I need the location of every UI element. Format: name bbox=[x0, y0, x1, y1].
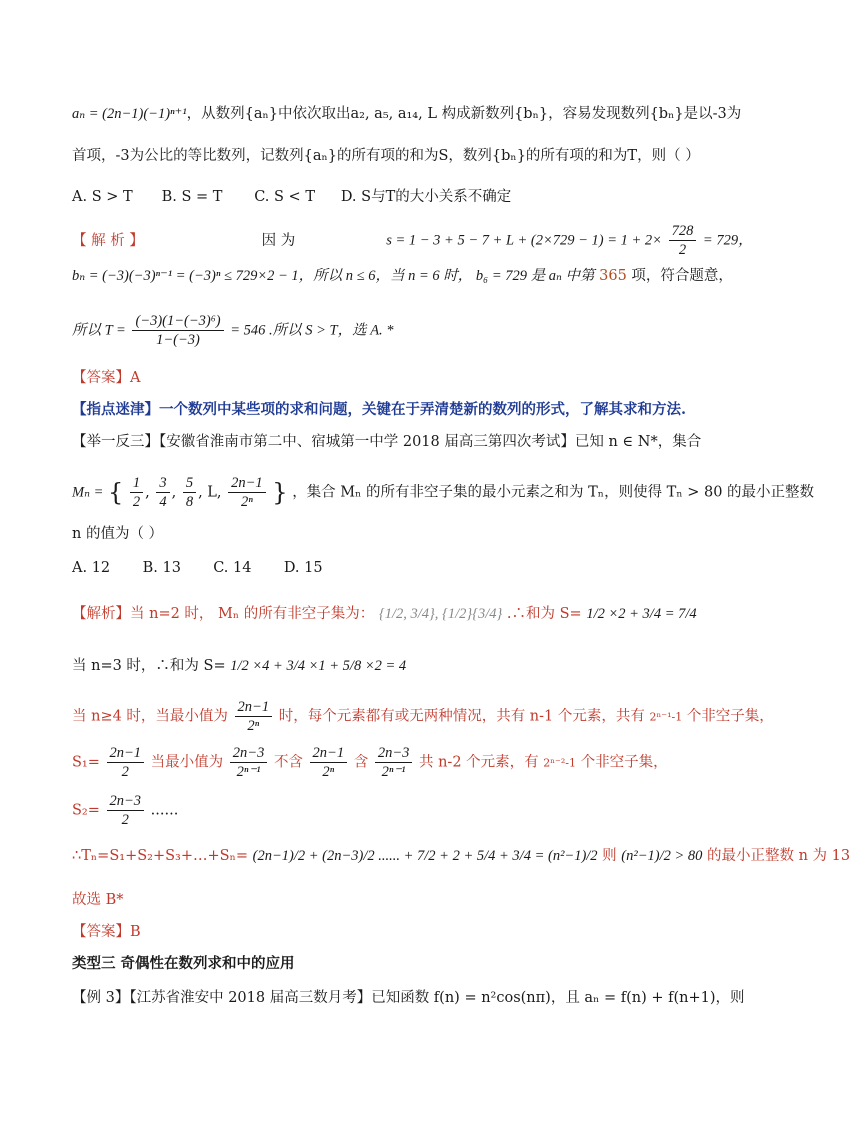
solution1-line-1 bbox=[72, 222, 753, 259]
example3: 【例 3】【江苏省淮安中 2018 届高三数月考】已知函数 f(n) = n²cos(nπ)，且 aₙ = f(n) + f(n+1)，则 bbox=[72, 990, 745, 1006]
s-fraction bbox=[669, 222, 697, 259]
sol2-l3b: 时，每个元素都有或无两种情况，共有 n-1 个元素，共有 bbox=[278, 708, 645, 725]
solution2-line-1 bbox=[72, 604, 742, 624]
sol2-l4frac3-den: 2ⁿ bbox=[322, 764, 335, 780]
sol2-l4frac-num: 2n−1 bbox=[107, 744, 145, 763]
t-frac-num: (−3)(1−(−3)⁶) bbox=[132, 312, 223, 331]
sol2-l1d: 1/2 ×2 + 3/4 = 7/4 bbox=[586, 606, 697, 622]
tip: 【指点迷津】一个数列中某些项的求和问题，关键在于弄清楚新的数列的形式，了解其求和方法. bbox=[72, 401, 687, 418]
sol2-l2a: 当 n=3 时，∴和为 S= bbox=[72, 658, 226, 674]
s-formula: s = 1 − 3 + 5 − 7 + L + (2×729 − 1) = 1 + 2× bbox=[386, 232, 662, 249]
sol2-l4f: 2ⁿ⁻²-1 bbox=[543, 756, 576, 770]
option-c: C. S < T bbox=[254, 189, 315, 205]
answer-1: 【答案】A bbox=[72, 370, 141, 386]
sol2-l6b: (2n−1)/2 + (2n−3)/2 ...... + 7/2 + 2 + 5/4 + 3/4 = (n²−1)/2 bbox=[252, 848, 598, 864]
solution1-line-3 bbox=[72, 312, 742, 349]
solution2-line-3 bbox=[72, 698, 774, 735]
sol2-l5a: S₂= bbox=[72, 802, 100, 819]
sol2-l5frac bbox=[107, 792, 145, 829]
sol2-l1c: .∴和为 S= bbox=[506, 606, 582, 622]
sol2-l4d: 含 bbox=[353, 754, 369, 771]
sol2-l6c: 则 bbox=[602, 848, 617, 864]
section-heading: 类型三 奇偶性在数列求和中的应用 bbox=[72, 955, 295, 972]
problem-line-2 bbox=[72, 146, 742, 166]
s-frac-den: 2 bbox=[678, 242, 687, 258]
example-options bbox=[72, 558, 742, 578]
set-prefix: Mₙ = bbox=[72, 484, 104, 501]
sol2-l1b: Mₙ 的所有非空子集为： bbox=[218, 606, 375, 622]
problem-text-2: 首项，-3为公比的等比数列，记数列{aₙ}的所有项的和为S，数列{bₙ}的所有项的和为T，则（ ） bbox=[72, 148, 700, 164]
ex-option-b: B. 13 bbox=[142, 560, 181, 576]
sol2-l1sets: {1/2, 3/4}, {1/2}{3/4} bbox=[378, 606, 503, 622]
t-frac-den: 1−(−3) bbox=[156, 332, 200, 348]
sol2-l3frac-num: 2n−1 bbox=[235, 698, 273, 717]
sol2-l6a: ∴Tₙ=S₁+S₂+S₃+…+Sₙ= bbox=[72, 848, 249, 864]
sol2-l4frac3-num: 2n−1 bbox=[310, 744, 348, 763]
sol2-l5frac-den: 2 bbox=[121, 812, 129, 828]
sol2-l6d: (n²−1)/2 > 80 bbox=[621, 848, 703, 864]
sol2-l4frac4-num: 2n−3 bbox=[375, 744, 413, 763]
solution2-line-6 bbox=[72, 846, 850, 866]
sol2-l4frac2-den: 2ⁿ⁻¹ bbox=[236, 764, 261, 780]
set-item-2: $\frac{3}{4}$ bbox=[156, 474, 169, 511]
answer-2: 【答案】B bbox=[72, 924, 141, 940]
sol2-l3frac bbox=[235, 698, 273, 735]
solution-tag: 【 解 析 】 bbox=[72, 232, 144, 249]
solution2-line-7: 故选 B* bbox=[72, 892, 124, 908]
s-result: = 729， bbox=[702, 232, 753, 249]
solution1-line-2 bbox=[72, 266, 742, 286]
sequence-formula: aₙ = (2n−1)(−1)ⁿ⁺¹ bbox=[72, 106, 187, 122]
sol2-l4frac bbox=[107, 744, 145, 781]
sol2-l3c: 2ⁿ⁻¹-1 bbox=[649, 710, 683, 724]
sol2-l4frac4-den: 2ⁿ⁻¹ bbox=[381, 764, 406, 780]
sol2-l2b: 1/2 ×4 + 3/4 ×1 + 5/8 ×2 = 4 bbox=[230, 658, 407, 674]
sol2-l4frac4 bbox=[375, 744, 413, 781]
set-item-5: $\frac{2n-1}{\text{2ⁿ}}$ bbox=[228, 474, 266, 511]
example-line-2: Mₙ = { $\frac{1}{2}$ , $\frac{3}{4}$ , $\frac{5}{8}$ , L, $\frac{2n-1}{\text{2ⁿ}}$ } ，集合 Mₙ 的所有非空子集的最小元素之和为 Tₙ，则使得 Tₙ > 80 的最小正整数 bbox=[72, 475, 815, 510]
sol2-l6e: 的最小正整数 n 为 13 bbox=[707, 848, 850, 864]
b-line: bₙ = (−3)(−3)ⁿ⁻¹ = (−3)ⁿ ≤ 729×2 − 1，所以 n ≤ 6，当 n = 6 时， b₆ = 729 是 aₙ 中第 bbox=[72, 268, 595, 284]
set-suffix: ，集合 Mₙ 的所有非空子集的最小元素之和为 Tₙ，则使得 Tₙ > 80 的最小正整数 bbox=[292, 484, 815, 501]
problem-line-1 bbox=[72, 104, 742, 124]
ex-option-c: C. 14 bbox=[213, 560, 252, 576]
sol2-l5frac-num: 2n−3 bbox=[107, 792, 145, 811]
sol2-l5b: ...... bbox=[150, 802, 179, 819]
solution2-line-4 bbox=[72, 744, 742, 781]
b-line-end: 项，符合题意， bbox=[631, 268, 733, 284]
t-suffix: = 546 .所以 S > T，选 A. * bbox=[230, 322, 394, 339]
option-b: B. S = T bbox=[161, 189, 223, 205]
option-d: D. S与T的大小关系不确定 bbox=[340, 189, 512, 205]
term-index: 365 bbox=[594, 268, 632, 284]
sol2-l4b: 当最小值为 bbox=[150, 754, 224, 771]
sol2-l1a: 【解析】当 n=2 时， bbox=[72, 606, 214, 622]
option-a: A. S > T bbox=[72, 189, 133, 205]
solution2-line-5 bbox=[72, 792, 742, 829]
sol2-l3d: 个非空子集， bbox=[686, 708, 774, 725]
sol2-l4e: 共 n-2 个元素，有 bbox=[418, 754, 539, 771]
set-item-4: L bbox=[207, 484, 217, 501]
ex-option-d: D. 15 bbox=[283, 560, 323, 576]
ex-option-a: A. 12 bbox=[72, 560, 111, 576]
sol2-l4frac3 bbox=[310, 744, 348, 781]
solution2-line-2 bbox=[72, 656, 742, 676]
sol2-l3frac-den: 2ⁿ bbox=[247, 718, 260, 734]
set-item-1: $\frac{1}{2}$ bbox=[130, 474, 143, 511]
example-line-3: n 的值为（ ） bbox=[72, 526, 164, 542]
example-line-1: 【举一反三】【安徽省淮南市第二中、宿城第一中学 2018 届高三第四次考试】已知 n ∈ N*，集合 bbox=[72, 434, 702, 450]
s-frac-num: 728 bbox=[669, 222, 697, 241]
sol2-l4frac2-num: 2n−3 bbox=[230, 744, 268, 763]
problem-options bbox=[72, 187, 742, 207]
solution-intro: 因 为 bbox=[261, 232, 296, 249]
sol2-l4c: 不含 bbox=[273, 754, 303, 771]
problem-text-1: ，从数列{aₙ}中依次取出a₂, a₅, a₁₄, L 构成新数列{bₙ}，容易发现数列{bₙ}是以-3为 bbox=[186, 106, 742, 122]
t-fraction bbox=[132, 312, 223, 349]
sol2-l4a: S₁= bbox=[72, 754, 100, 771]
set-item-3: $\frac{5}{8}$ bbox=[183, 474, 196, 511]
sol2-l4g: 个非空子集， bbox=[580, 754, 668, 771]
sol2-l3a: 当 n≥4 时，当最小值为 bbox=[72, 708, 228, 725]
sol2-l4frac2 bbox=[230, 744, 268, 781]
t-prefix: 所以 T = bbox=[72, 322, 126, 339]
sol2-l4frac-den: 2 bbox=[121, 764, 129, 780]
